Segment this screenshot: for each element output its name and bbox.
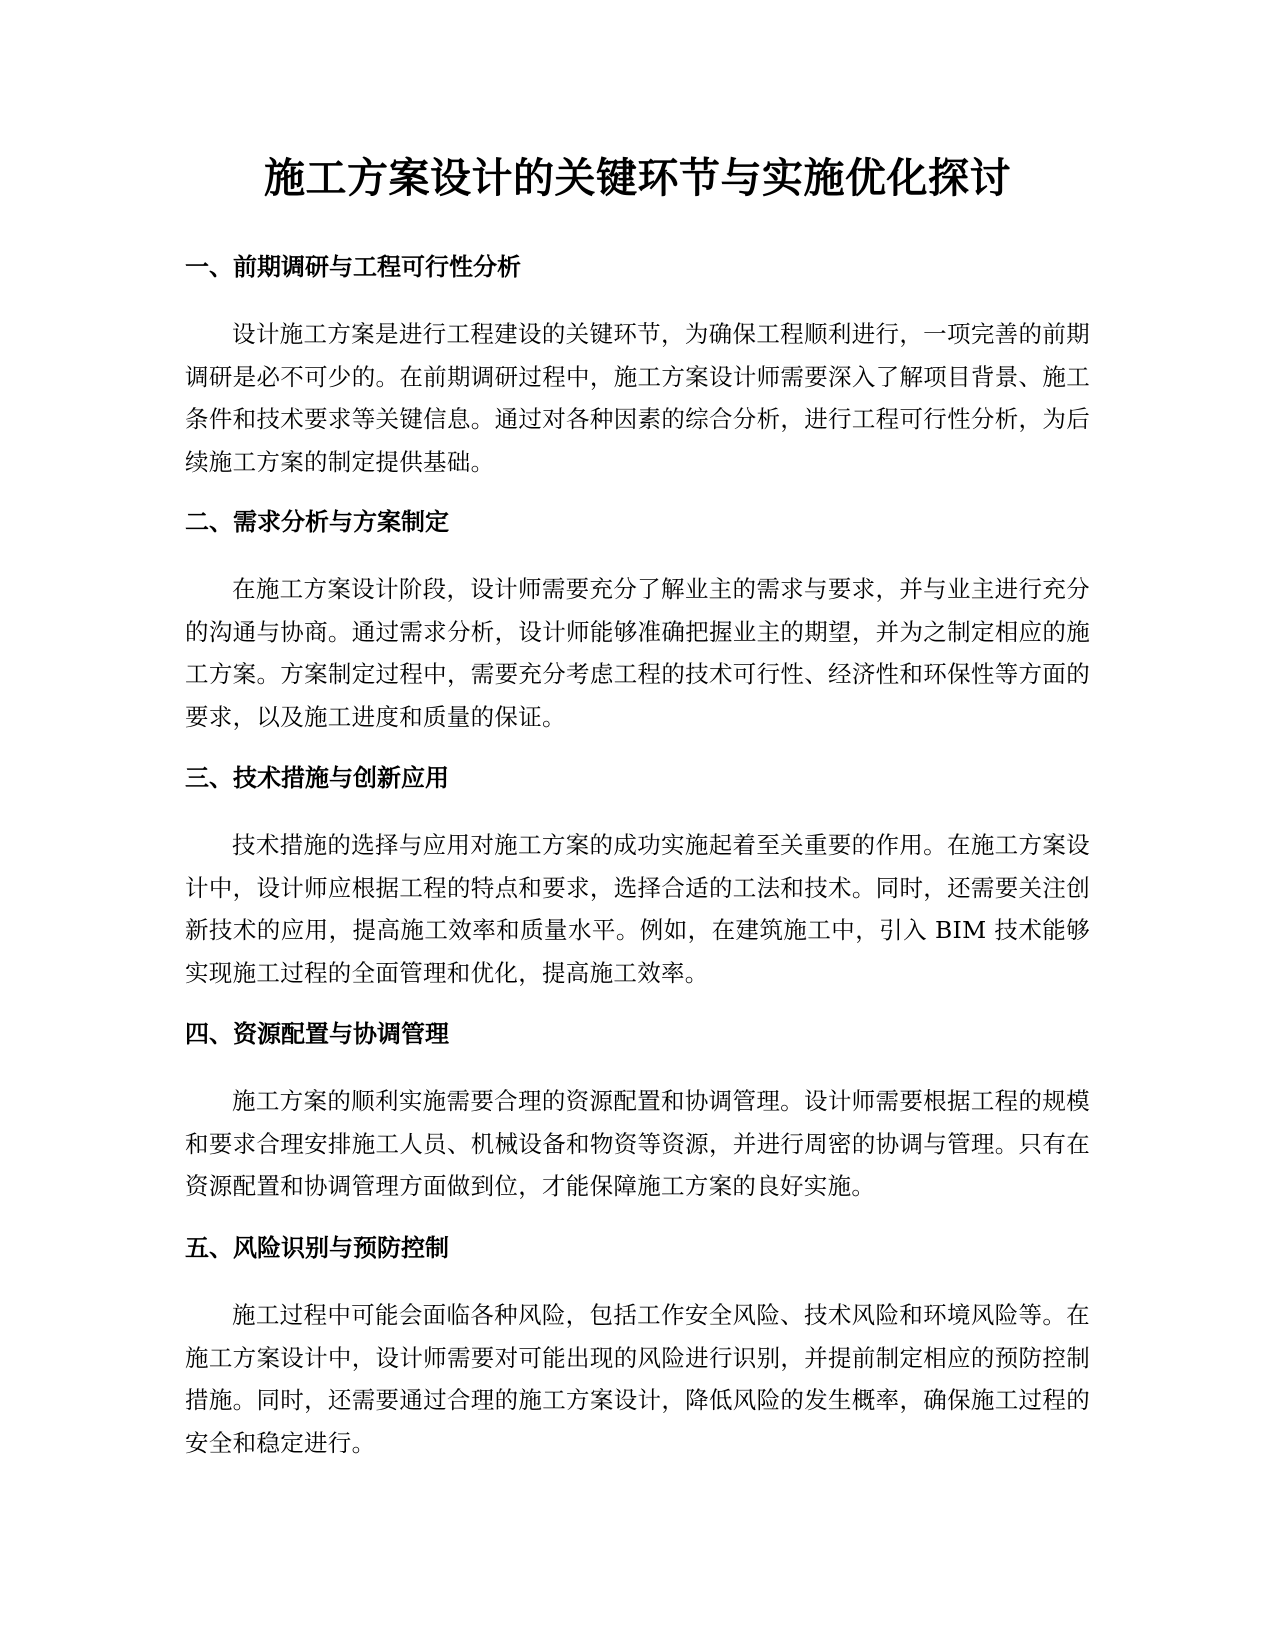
section-heading: 三、技术措施与创新应用	[185, 764, 449, 792]
section-heading: 一、前期调研与工程可行性分析	[185, 253, 521, 281]
document-title: 施工方案设计的关键环节与实施优化探讨	[264, 154, 1011, 202]
section-requirements-analysis	[185, 504, 1090, 738]
section-paragraph: 在施工方案设计阶段，设计师需要充分了解业主的需求与要求，并与业主进行充分的沟通与协商。通过需求分析，设计师能够准确把握业主的期望，并为之制定相应的施工方案。方案制定过程中，需要充分考虑工程的技术可行性、经济性和环保性等方面的要求，以及施工进度和质量的保证。	[185, 575, 1090, 731]
section-paragraph: 技术措施的选择与应用对施工方案的成功实施起着至关重要的作用。在施工方案设计中，设计师应根据工程的特点和要求，选择合适的工法和技术。同时，还需要关注创新技术的应用，提高施工效率和质量水平。例如，在建筑施工中，引入 BIM 技术能够实现施工过程的全面管理和优化，提高施工效率。	[185, 831, 1090, 987]
section-paragraph: 设计施工方案是进行工程建设的关键环节，为确保工程顺利进行，一项完善的前期调研是必不可少的。在前期调研过程中，施工方案设计师需要深入了解项目背景、施工条件和技术要求等关键信息。通过对各种因素的综合分析，进行工程可行性分析，为后续施工方案的制定提供基础。	[185, 320, 1090, 476]
section-preliminary-research	[185, 249, 1090, 483]
section-heading: 五、风险识别与预防控制	[185, 1234, 449, 1262]
section-heading: 四、资源配置与协调管理	[185, 1020, 449, 1048]
section-resource-allocation	[185, 1016, 1090, 1208]
section-risk-control	[185, 1230, 1090, 1464]
section-technical-measures	[185, 760, 1090, 994]
section-paragraph: 施工过程中可能会面临各种风险，包括工作安全风险、技术风险和环境风险等。在施工方案设计中，设计师需要对可能出现的风险进行识别，并提前制定相应的预防控制措施。同时，还需要通过合理的施工方案设计，降低风险的发生概率，确保施工过程的安全和稳定进行。	[185, 1301, 1090, 1457]
section-paragraph: 施工方案的顺利实施需要合理的资源配置和协调管理。设计师需要根据工程的规模和要求合理安排施工人员、机械设备和物资等资源，并进行周密的协调与管理。只有在资源配置和协调管理方面做到位，才能保障施工方案的良好实施。	[185, 1087, 1090, 1200]
section-heading: 二、需求分析与方案制定	[185, 508, 449, 536]
